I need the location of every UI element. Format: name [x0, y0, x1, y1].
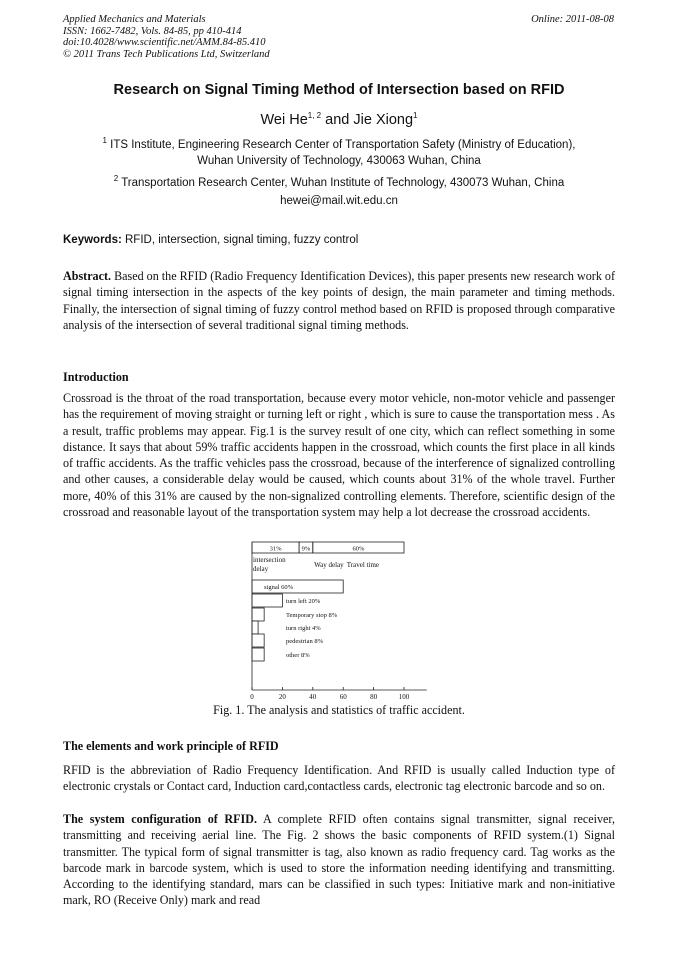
- bar-label: turn right 4%: [286, 625, 321, 632]
- stacked-name: Way delay: [314, 561, 344, 569]
- x-tick-label: 40: [309, 693, 317, 701]
- rfid-paragraph-1: RFID is the abbreviation of Radio Frequency Identification. And RFID is usually called Induction type of electronic crystals or Contact card, Induction card,contactless cards, electronic tag electronic barcode and so on.: [63, 763, 615, 794]
- author-2-affil: 1: [413, 111, 418, 121]
- x-tick-label: 0: [250, 693, 254, 701]
- stacked-name: delay: [253, 565, 269, 573]
- affiliation-2: $^2$ Transportation Research Center, Wuhan Institute of Technology, 430073 Wuhan, China: [113, 174, 565, 189]
- stacked-segment-label: 60%: [352, 545, 365, 553]
- affil-1-num: 1: [102, 136, 107, 146]
- abstract: Abstract. Based on the RFID (Radio Frequency Identification Devices), this paper presents new research work of signal timing intersection in the aspects of the key points of design, the main parameter and timing methods. Finally, the intersection of signal timing of fuzzy control method based on RFID is proposed through comparative analysis of the intersection of several traditional signal timing methods.: [63, 269, 615, 332]
- stacked-name: Travel time: [346, 561, 380, 569]
- intro-paragraph: Crossroad is the throat of the road transportation, because every motor vehicle, non-motor vehicle and passenger has the requirement of moving straight or turning left or right , which is sure to cause the transportation mess . As a result, traffic problems may appear. Fig.1 is the survey result of one city, which can reflect something in some distance. It says that about 59% traffic accidents happen in the crossroad, which counts the first place in all kinds of traffic accidents. As the traffic vehicles pass the crossroad, because of the interference of signalized controlling and other causes, a considerable delay would be caused, which counts about 31% of the whole travel. Further more, 40% of this 31% are caused by the non-signalized controlling elements. Therefore, scientific design of the crossroad and reasonable layout of the transportation system may help a lot decrease the crossroad accidents.: [63, 391, 615, 520]
- bar: [252, 648, 264, 661]
- copyright: © 2011 Trans Tech Publications Ltd, Switzerland: [63, 48, 270, 60]
- bar-label: other 8%: [286, 652, 310, 659]
- keywords: Keywords: RFID, intersection, signal timing, fuzzy control: [63, 234, 359, 246]
- abstract-label: Abstract.: [63, 269, 112, 283]
- rfid-paragraph-2: The system configuration of RFID. A complete RFID often contains signal transmitter, signal receiver, transmitting and receiving aerial line. The Fig. 2 shows the basic components of RFID system.(1) Signal transmitter. The typical form of signal transmitter is tag, also known as radio frequency card. Tag works as the barcode mark in barcode system, which is used to store the information needing identifying and transmitting. According to the identifying standard, mars can be classified in such types: Initiative mark and non-initiative mark, RO (Receive Only) mark and read: [63, 812, 615, 908]
- bar-label: Temporary stop 8%: [286, 612, 338, 619]
- x-tick-label: 100: [398, 693, 410, 701]
- author-2: and Jie Xiong: [321, 112, 414, 128]
- rfid-heading: The elements and work principle of RFID: [63, 739, 279, 753]
- figure-caption: Fig. 1. The analysis and statistics of traffic accident.: [213, 703, 465, 717]
- stacked-name: intersection: [253, 556, 286, 564]
- stacked-segment-label: 9%: [301, 545, 311, 553]
- bar-label: turn left 20%: [286, 598, 321, 605]
- stacked-segment-label: 31%: [269, 545, 282, 553]
- x-tick-label: 60: [339, 693, 347, 701]
- x-tick-label: 20: [278, 693, 286, 701]
- author-1: Wei He: [260, 112, 308, 128]
- doi: doi:10.4028/www.scientific.net/AMM.84-85.410: [63, 37, 266, 48]
- x-tick-label: 80: [370, 693, 378, 701]
- author-1-affil: 1, 2: [307, 111, 322, 121]
- bar: [252, 634, 264, 647]
- bar: [252, 608, 264, 621]
- journal-name: Applied Mechanics and Materials: [63, 14, 206, 25]
- rfid-subheading: The system configuration of RFID.: [63, 812, 258, 826]
- issn: ISSN: 1662-7482, Vols. 84-85, pp 410-414: [63, 25, 242, 37]
- author-email[interactable]: hewei@mail.wit.edu.cn: [280, 195, 398, 207]
- affil-2-num: 2: [113, 174, 119, 184]
- affiliation-1: $^1$ ITS Institute, Engineering Research Center of Transportation Safety (Ministry of Education), Wuhan University of Technology, 430063 Wuhan, China: [102, 136, 576, 167]
- bar: [252, 621, 258, 634]
- online-date: Online: 2011-08-08: [531, 14, 614, 25]
- keywords-label: Keywords:: [63, 234, 122, 246]
- bar-label: signal 60%: [264, 584, 294, 591]
- paper-title: Research on Signal Timing Method of Intersection based on RFID: [113, 82, 565, 98]
- bar-label: pedestrian 8%: [286, 638, 324, 645]
- intro-heading: Introduction: [63, 370, 129, 384]
- bar: [252, 594, 282, 607]
